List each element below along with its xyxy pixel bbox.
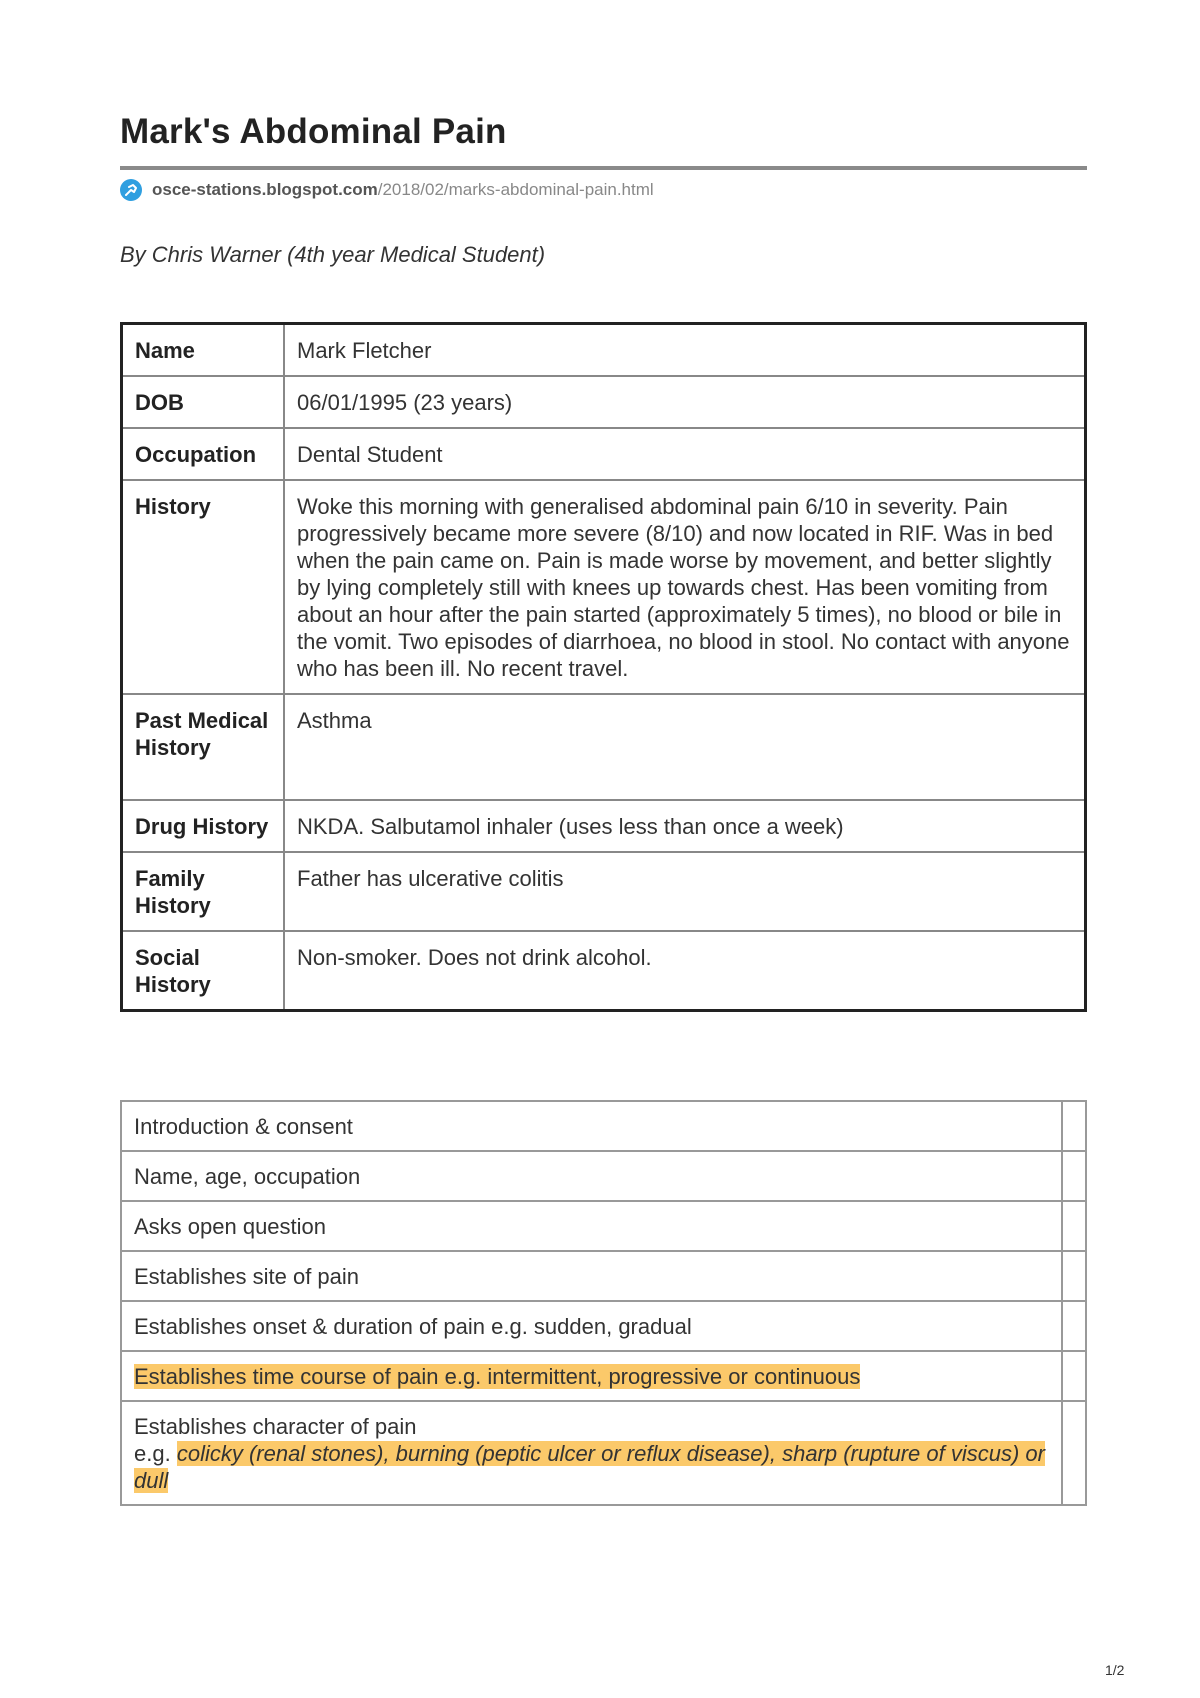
row-label: Name xyxy=(122,324,285,377)
checklist-item xyxy=(121,1351,1062,1401)
byline: By Chris Warner (4th year Medical Student) xyxy=(120,242,546,267)
score-cell[interactable] xyxy=(1062,1251,1086,1301)
checklist-item xyxy=(121,1401,1062,1505)
checklist-item: Asks open question xyxy=(121,1201,1062,1251)
score-cell[interactable] xyxy=(1062,1101,1086,1151)
character-examples xyxy=(134,1440,1049,1494)
source-path[interactable]: /2018/02/marks-abdominal-pain.html xyxy=(377,180,654,199)
table-row xyxy=(122,480,1086,694)
title-divider xyxy=(120,166,1087,170)
table-row xyxy=(122,931,1086,1011)
score-cell[interactable] xyxy=(1062,1301,1086,1351)
table-row xyxy=(122,324,1086,377)
row-label: Past Medical History xyxy=(122,694,285,800)
row-value: Dental Student xyxy=(284,428,1086,480)
table-row xyxy=(122,376,1086,428)
table-row xyxy=(121,1301,1086,1351)
row-label: DOB xyxy=(122,376,285,428)
row-value: Asthma xyxy=(284,694,1086,800)
table-row xyxy=(121,1151,1086,1201)
row-label: Social History xyxy=(122,931,285,1011)
table-row xyxy=(121,1401,1086,1505)
row-value: 06/01/1995 (23 years) xyxy=(284,376,1086,428)
score-cell[interactable] xyxy=(1062,1151,1086,1201)
score-cell[interactable] xyxy=(1062,1351,1086,1401)
score-cell[interactable] xyxy=(1062,1201,1086,1251)
table-row xyxy=(121,1201,1086,1251)
row-label: History xyxy=(122,480,285,694)
row-label: Family History xyxy=(122,852,285,931)
patient-info-table xyxy=(120,322,1087,1012)
table-row xyxy=(122,852,1086,931)
table-row xyxy=(122,428,1086,480)
row-label: Drug History xyxy=(122,800,285,852)
eg-prefix: e.g. xyxy=(134,1441,171,1466)
character-heading: Establishes character of pain xyxy=(134,1414,417,1439)
checklist-item: Establishes site of pain xyxy=(121,1251,1062,1301)
row-value: Father has ulcerative colitis xyxy=(284,852,1086,931)
source-link[interactable] xyxy=(120,178,654,202)
table-row xyxy=(121,1251,1086,1301)
link-icon xyxy=(120,179,142,201)
row-label: Occupation xyxy=(122,428,285,480)
row-value: NKDA. Salbutamol inhaler (uses less than once a week) xyxy=(284,800,1086,852)
checklist-table xyxy=(120,1100,1087,1506)
table-row xyxy=(121,1101,1086,1151)
checklist-item: Introduction & consent xyxy=(121,1101,1062,1151)
highlighted-text: colicky (renal stones), burning (peptic ulcer or reflux disease), sharp (rupture of viscus) or dull xyxy=(134,1441,1045,1493)
table-row xyxy=(122,800,1086,852)
table-row xyxy=(121,1351,1086,1401)
page-title: Mark's Abdominal Pain xyxy=(120,112,507,151)
checklist-item: Name, age, occupation xyxy=(121,1151,1062,1201)
row-value: Woke this morning with generalised abdominal pain 6/10 in severity. Pain progressively became more severe (8/10) and now located in RIF. Was in bed when the pain came on. Pain is made worse by movement, and better slightly by lying completely still with knees up towards chest. Has been vomiting from about an hour after the pain started (approximately 5 times), no blood or bile in the vomit. Two episodes of diarrhoea, no blood in stool. No contact with anyone who has been ill. No recent travel. xyxy=(284,480,1086,694)
row-value: Non-smoker. Does not drink alcohol. xyxy=(284,931,1086,1011)
source-domain[interactable]: osce-stations.blogspot.com xyxy=(152,180,378,199)
page-number: 1/2 xyxy=(1105,1662,1125,1678)
score-cell[interactable] xyxy=(1062,1401,1086,1505)
checklist-item: Establishes onset & duration of pain e.g. sudden, gradual xyxy=(121,1301,1062,1351)
highlighted-text: Establishes time course of pain e.g. intermittent, progressive or continuous xyxy=(134,1364,861,1389)
row-value: Mark Fletcher xyxy=(284,324,1086,377)
table-row xyxy=(122,694,1086,800)
